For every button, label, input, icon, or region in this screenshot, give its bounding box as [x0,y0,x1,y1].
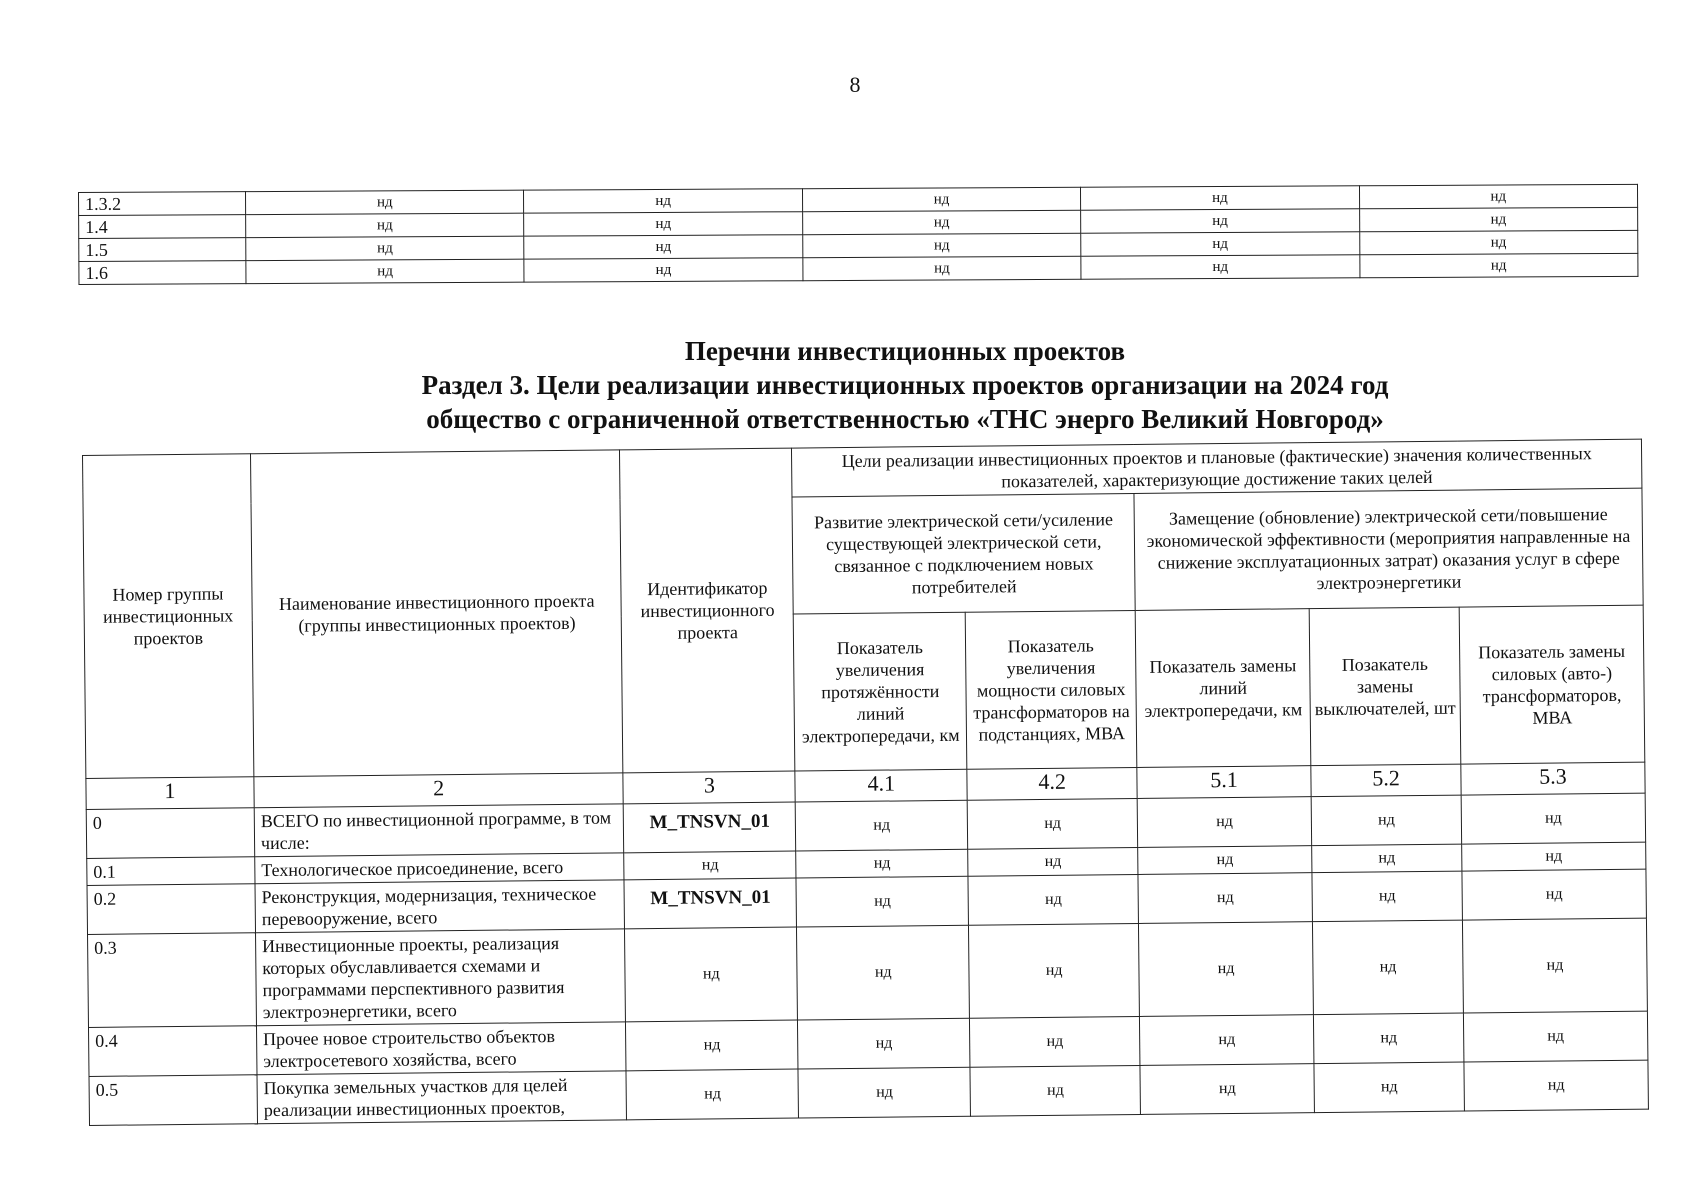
table-cell: нд [796,800,968,851]
header-col-4-2: Показатель увеличения мощности силовых трансформаторов на подстанциях, МВА [965,610,1137,769]
group-number: 0.5 [89,1075,257,1126]
table-cell: нд [1311,795,1461,846]
table-cell: нд [967,798,1137,849]
table-cell: нд [797,925,970,1020]
header-project-name: Наименование инвестиционного проекта (группы инвестиционных проектов) [250,450,623,777]
table-row [88,918,1648,1027]
column-number: 5.1 [1137,766,1311,799]
project-identifier: M_TNSVN_01 [624,878,796,929]
table-cell: нд [524,189,803,213]
table-cell: нд [1314,1062,1464,1113]
row-number: 1.6 [79,261,246,285]
table-cell: нд [1463,1011,1647,1062]
header-goals: Цели реализации инвестиционных проектов и плановые (фактические) значения количественных показателей, характеризующие достижение таких целей [792,439,1642,497]
table-cell: нд [1461,793,1645,844]
header-col-5-3: Показатель замены силовых (авто-) трансформаторов, МВА [1459,605,1645,764]
project-identifier: M_TNSVN_01 [624,802,796,853]
group-number: 0 [86,808,254,859]
group-number: 0.1 [87,857,255,886]
table-cell: нд [1140,1015,1314,1066]
project-name: Инвестиционные проекты, реализация которых обуславливается схемами и программами перспективного развития электроэнергетики, всего [255,929,625,1026]
project-identifier: нд [626,1020,798,1071]
row-number: 1.3.2 [79,192,246,216]
table-cell: нд [1313,920,1464,1015]
table-cell: нд [969,923,1140,1018]
table-cell: нд [796,849,968,878]
table-cell: нд [1462,842,1646,871]
project-name: ВСЕГО по инвестиционной программе, в том числе: [254,804,624,857]
column-number: 4.1 [795,769,967,802]
project-name: Реконструкция, модернизация, техническое перевооружение, всего [255,880,625,933]
header-col-5-1: Показатель замены линий электропередачи, км [1135,609,1311,768]
table-cell: нд [1139,922,1314,1017]
table-cell: нд [246,213,525,237]
table-cell: нд [968,847,1138,876]
continuation-table [78,184,1638,285]
column-number: 3 [623,771,795,804]
table-cell: нд [803,256,1082,280]
row-number: 1.5 [79,238,246,262]
table-cell: нд [246,259,525,283]
table-cell: нд [1138,846,1312,875]
table-cell: нд [246,190,525,214]
table-cell: нд [1312,871,1462,922]
column-number: 2 [254,773,624,808]
section-heading [380,334,1430,436]
header-replacement: Замещение (обновление) электрической сети/повышение экономической эффективности (мероприятия направленные на снижение эксплуатационных затрат) оказания услуг в сфере электроэнергетики [1134,488,1643,610]
table-cell: нд [970,1016,1140,1067]
table-cell: нд [1081,209,1360,233]
project-name: Покупка земельных участков для целей реализации инвестиционных проектов, [257,1071,627,1124]
header-col-5-2: Позакатель замены выключателей, шт [1309,607,1461,766]
table-cell: нд [1138,873,1312,924]
table-cell: нд [1462,869,1646,920]
table-cell: нд [1081,255,1360,279]
table-cell: нд [1081,186,1360,210]
group-number: 0.4 [88,1026,256,1077]
project-identifier: нд [625,927,798,1022]
table-cell: нд [798,1067,970,1118]
table-cell: нд [1140,1064,1314,1115]
table-cell: нд [1462,918,1647,1013]
table-cell: нд [802,210,1081,234]
table-cell: нд [524,258,803,282]
table-cell: нд [1314,1013,1464,1064]
table-cell: нд [1359,184,1638,208]
table-cell: нд [1137,797,1311,848]
row-number: 1.4 [79,215,246,239]
header-group-number: Номер группы инвестиционных проектов [83,454,254,779]
table-cell: нд [968,874,1138,925]
header-col-4-1: Показатель увеличения протяжённости линий электропередачи, км [794,612,968,771]
table-cell: нд [524,212,803,236]
table-cell: нд [1081,232,1360,256]
heading-line-2: Раздел 3. Цели реализации инвестиционных проектов организации на 2024 год [421,370,1389,400]
table-cell: нд [1359,253,1638,277]
project-identifier: нд [626,1069,798,1120]
column-number: 5.3 [1461,762,1645,795]
table-cell: нд [1359,207,1638,231]
heading-line-3: общество с ограниченной ответственностью «ТНС энерго Великий Новгород» [426,404,1384,434]
project-name: Прочее новое строительство объектов электросетевого хозяйства, всего [256,1022,626,1075]
project-name: Технологическое присоединение, всего [255,853,625,884]
column-number: 1 [86,777,254,810]
table-cell: нд [246,236,525,260]
column-number: 5.2 [1311,764,1461,797]
table-cell: нд [798,1018,970,1069]
heading-line-1: Перечни инвестиционных проектов [684,336,1126,366]
header-identifier: Идентификатор инвестиционного проекта [620,448,795,773]
investment-goals-table [82,439,1649,1126]
table-cell: нд [1464,1060,1648,1111]
group-number: 0.2 [87,884,255,935]
page-number: 8 [849,72,861,97]
table-cell: нд [524,235,803,259]
group-number: 0.3 [88,933,257,1028]
table-cell: нд [802,187,1081,211]
table-cell: нд [970,1065,1140,1116]
project-identifier: нд [624,851,796,880]
header-development: Развитие электрической сети/усиление существующей электрической сети, связанное с подключением новых потребителей [792,493,1135,614]
table-cell: нд [1359,230,1638,254]
table-cell: нд [796,876,968,927]
table-cell: нд [803,233,1082,257]
table-cell: нд [1312,844,1462,873]
column-number: 4.2 [967,767,1137,800]
